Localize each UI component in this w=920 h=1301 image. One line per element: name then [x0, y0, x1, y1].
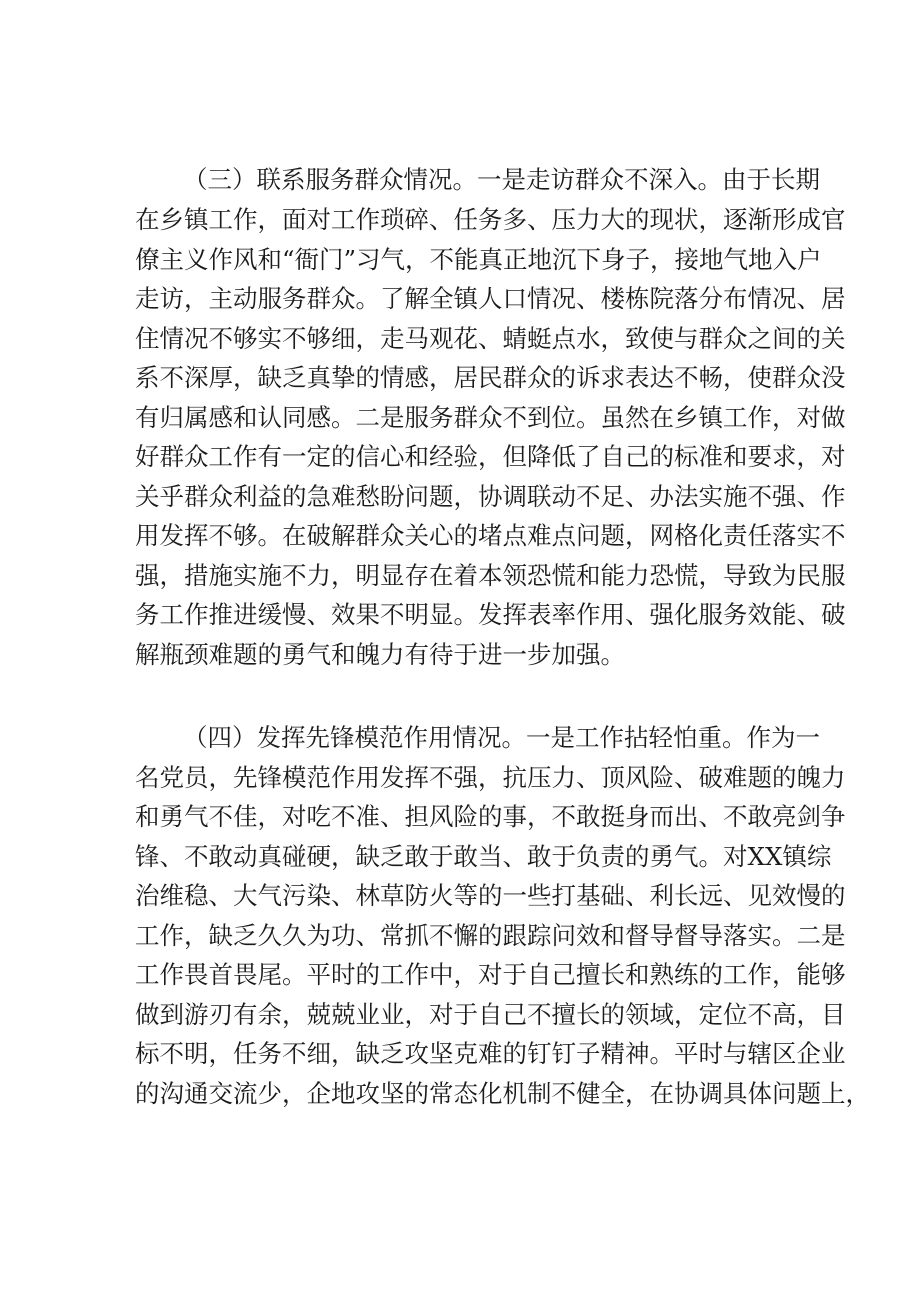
paragraph-line: 系不深厚，缺乏真挚的情感，居民群众的诉求表达不畅，使群众没 — [135, 363, 846, 392]
paragraph-line: 关乎群众利益的急难愁盼问题，协调联动不足、办法实施不强、作 — [135, 482, 846, 511]
paragraph-line: 工作，缺乏久久为功、常抓不懈的跟踪问效和督导督导落实。二是 — [135, 921, 846, 950]
paragraph-line: 治维稳、大气污染、林草防火等的一些打基础、利长远、见效慢的 — [135, 881, 846, 910]
paragraph-line: 在乡镇工作，面对工作琐碎、任务多、压力大的现状，逐渐形成官 — [135, 205, 846, 234]
paragraph-line: 住情况不够实不够细，走马观花、蜻蜓点水，致使与群众之间的关 — [135, 324, 846, 353]
paragraph-line: 强，措施实施不力，明显存在着本领恐慌和能力恐慌，导致为民服 — [135, 561, 846, 590]
paragraph-line: 有归属感和认同感。二是服务群众不到位。虽然在乡镇工作，对做 — [135, 403, 846, 432]
paragraph-line: 标不明，任务不细，缺乏攻坚克难的钉钉子精神。平时与辖区企业 — [135, 1039, 846, 1068]
paragraph-line: 做到游刃有余，兢兢业业，对于自己不擅长的领域，定位不高，目 — [135, 1000, 846, 1029]
paragraph-line: 名党员，先锋模范作用发挥不强，抗压力、顶风险、破难题的魄力 — [135, 763, 846, 792]
paragraph-line: 的沟通交流少，企地攻坚的常态化机制不健全，在协调具体问题上， — [135, 1079, 870, 1108]
paragraph-line: 解瓶颈难题的勇气和魄力有待于进一步加强。 — [135, 640, 625, 669]
paragraph-line: 务工作推进缓慢、效果不明显。发挥表率作用、强化服务效能、破 — [135, 600, 846, 629]
paragraph-line: 工作畏首畏尾。平时的工作中，对于自己擅长和熟练的工作，能够 — [135, 960, 846, 989]
paragraph-line: 好群众工作有一定的信心和经验，但降低了自己的标准和要求，对 — [135, 442, 846, 471]
paragraph-line: 走访，主动服务群众。了解全镇人口情况、楼栋院落分布情况、居 — [135, 284, 846, 313]
paragraph-line: （四）发挥先锋模范作用情况。一是工作拈轻怕重。作为一 — [183, 723, 820, 752]
paragraph-line: （三）联系服务群众情况。一是走访群众不深入。由于长期 — [183, 165, 820, 194]
paragraph-line: 和勇气不佳，对吃不准、担风险的事，不敢挺身而出、不敢亮剑争 — [135, 802, 846, 831]
paragraph-line: 僚主义作风和“衙门”习气，不能真正地沉下身子，接地气地入户 — [135, 245, 822, 274]
paragraph-line: 用发挥不够。在破解群众关心的堵点难点问题，网格化责任落实不 — [135, 521, 846, 550]
paragraph-line: 锋、不敢动真碰硬，缺乏敢于敢当、敢于负责的勇气。对XX镇综 — [135, 842, 832, 871]
